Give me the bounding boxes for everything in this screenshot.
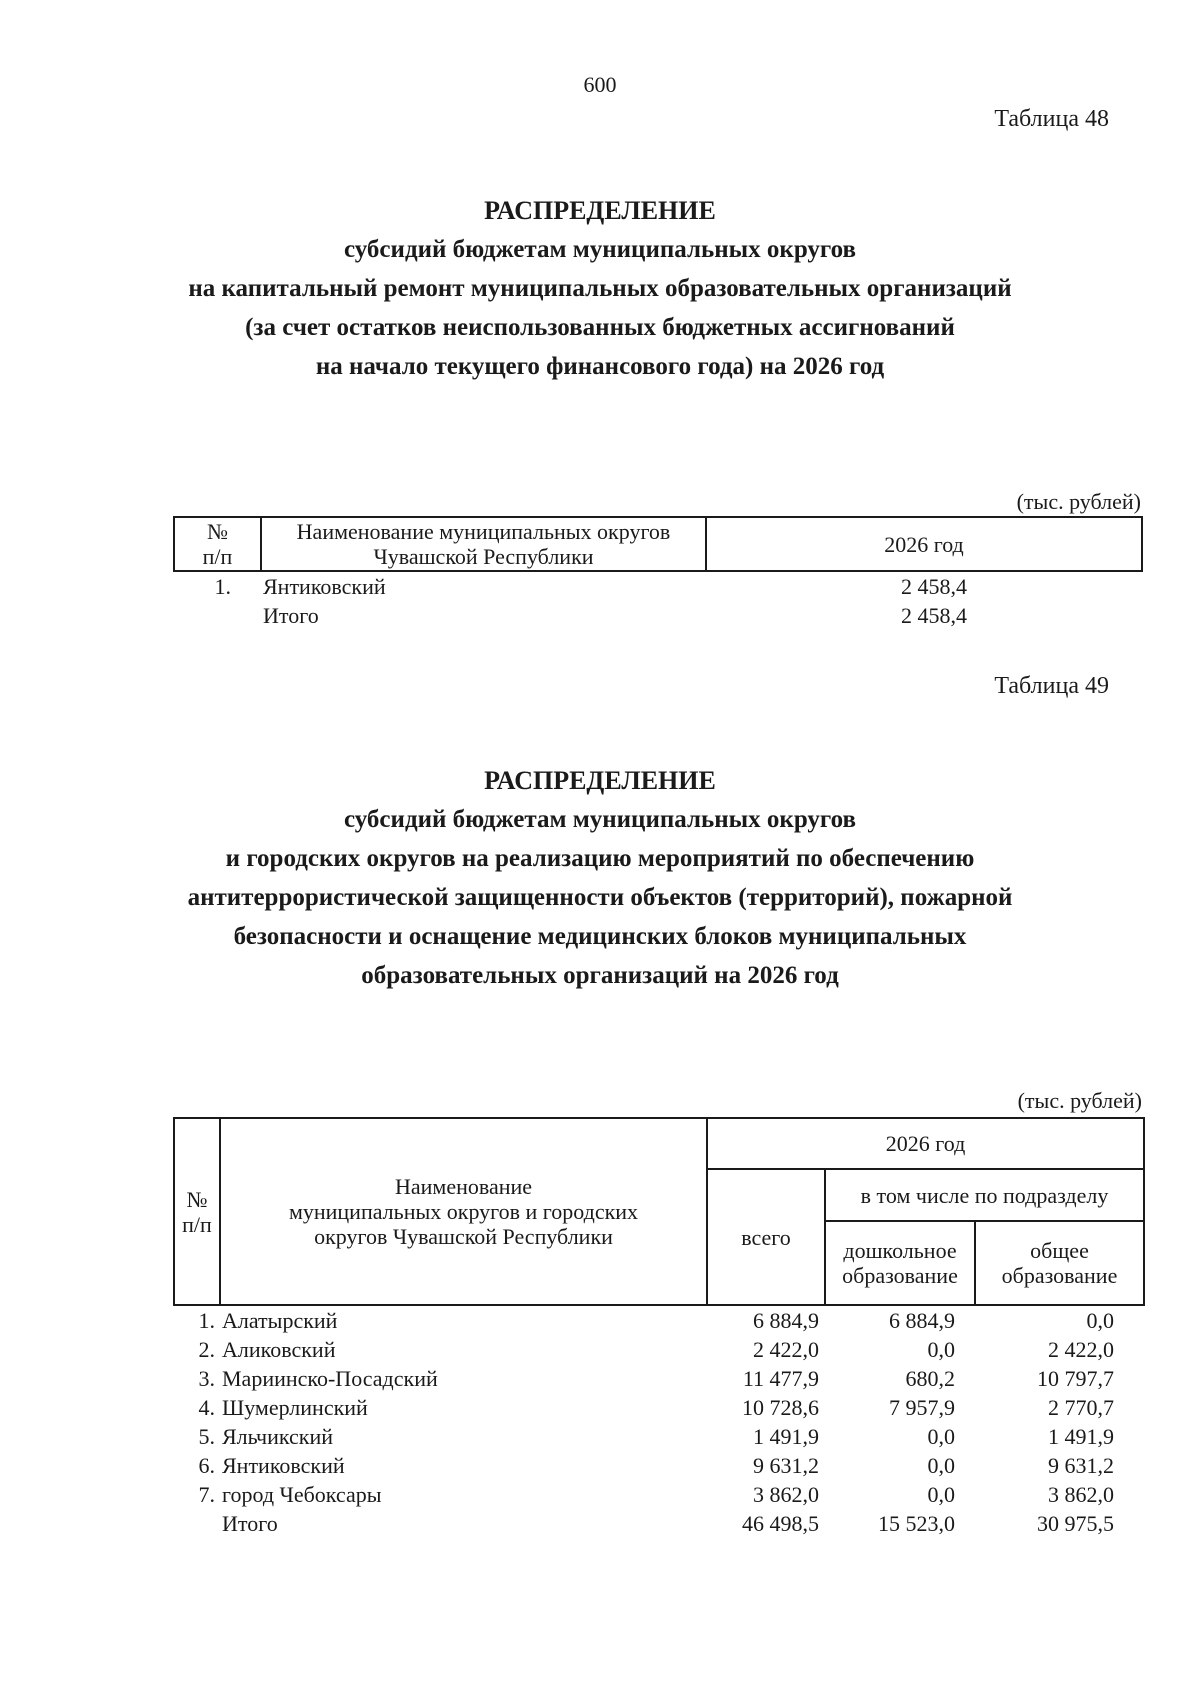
column-header-year: 2026 год xyxy=(706,517,1142,571)
row-name: Янтиковский xyxy=(222,1452,345,1478)
row-preschool: 6 884,9 xyxy=(889,1307,955,1333)
row-total: 11 477,9 xyxy=(742,1365,819,1391)
total-label: Итого xyxy=(263,602,319,628)
title-line: образовательных организаций на 2026 год xyxy=(361,962,839,989)
table-49 xyxy=(173,1117,1145,1538)
row-total: 10 728,6 xyxy=(742,1394,819,1420)
column-header-number: № п/п xyxy=(174,1118,220,1305)
row-name: Янтиковский xyxy=(263,573,386,599)
title-line: РАСПРЕДЕЛЕНИЕ xyxy=(484,766,716,795)
total-value: 2 458,4 xyxy=(901,602,967,628)
row-preschool: 0,0 xyxy=(927,1452,955,1478)
column-header-general: общее образование xyxy=(975,1221,1144,1305)
row-general: 9 631,2 xyxy=(1048,1452,1115,1478)
row-value: 2 458,4 xyxy=(901,573,967,599)
row-general: 10 797,7 xyxy=(1037,1365,1115,1391)
table-row xyxy=(174,1480,1144,1509)
total-all: 46 498,5 xyxy=(742,1510,819,1536)
table-header-row xyxy=(174,1118,1144,1169)
table-48-label: Таблица 48 xyxy=(994,106,1109,132)
table-row xyxy=(174,1364,1144,1393)
row-preschool: 0,0 xyxy=(927,1423,955,1449)
row-name: город Чебоксары xyxy=(222,1481,382,1507)
row-name: Аликовский xyxy=(222,1336,336,1362)
table-48-units: (тыс. рублей) xyxy=(1016,489,1141,514)
row-preschool: 0,0 xyxy=(927,1481,955,1507)
table-row xyxy=(174,1451,1144,1480)
row-general: 1 491,9 xyxy=(1048,1423,1115,1449)
row-number: 1. xyxy=(214,573,231,599)
page-number: 600 xyxy=(583,72,617,97)
table-row xyxy=(174,1305,1144,1335)
row-number: 2. xyxy=(198,1336,215,1362)
row-total: 9 631,2 xyxy=(753,1452,819,1478)
table-total-row xyxy=(174,601,1142,630)
row-number: 7. xyxy=(198,1481,215,1507)
title-line: на начало текущего финансового года) на 2026 год xyxy=(315,353,885,380)
row-total: 6 884,9 xyxy=(753,1307,819,1333)
column-header-name: Наименование муниципальных округов Чувашской Республики xyxy=(261,517,706,571)
row-total: 2 422,0 xyxy=(753,1336,819,1362)
row-general: 0,0 xyxy=(1086,1307,1115,1333)
row-general: 2 770,7 xyxy=(1048,1394,1115,1420)
title-line: РАСПРЕДЕЛЕНИЕ xyxy=(484,196,716,225)
table-row xyxy=(174,1393,1144,1422)
row-preschool: 0,0 xyxy=(927,1336,955,1362)
table-49-units: (тыс. рублей) xyxy=(1017,1088,1142,1113)
title-line: и городских округов на реализацию мероприятий по обеспечению xyxy=(225,845,975,872)
row-preschool: 7 957,9 xyxy=(889,1394,955,1420)
row-general: 2 422,0 xyxy=(1048,1336,1115,1362)
column-header-preschool: дошкольное образование xyxy=(825,1221,975,1305)
title-line: антитеррористической защищенности объектов (территорий), пожарной xyxy=(187,884,1013,911)
title-line: субсидий бюджетам муниципальных округов xyxy=(344,236,856,263)
column-header-name: Наименование муниципальных округов и городских округов Чувашской Республики xyxy=(220,1118,707,1305)
total-general: 30 975,5 xyxy=(1037,1510,1115,1536)
table-header-row xyxy=(174,517,1142,571)
table-49-title xyxy=(0,761,1200,995)
row-number: 1. xyxy=(198,1307,215,1333)
table-48 xyxy=(173,516,1143,630)
total-label: Итого xyxy=(222,1510,278,1536)
row-general: 3 862,0 xyxy=(1048,1481,1115,1507)
column-header-number: № п/п xyxy=(174,517,261,571)
title-line: на капитальный ремонт муниципальных образовательных организаций xyxy=(188,275,1012,302)
total-preschool: 15 523,0 xyxy=(878,1510,955,1536)
row-preschool: 680,2 xyxy=(905,1365,955,1391)
column-header-total: всего xyxy=(707,1169,825,1305)
table-row xyxy=(174,571,1142,601)
column-header-subsection: в том числе по подразделу xyxy=(825,1169,1144,1221)
title-line: (за счет остатков неиспользованных бюджетных ассигнований xyxy=(245,314,955,341)
column-header-year: 2026 год xyxy=(707,1118,1144,1169)
table-total-row xyxy=(174,1509,1144,1538)
row-name: Алатырский xyxy=(222,1307,338,1333)
row-number: 5. xyxy=(198,1423,215,1449)
title-line: безопасности и оснащение медицинских блоков муниципальных xyxy=(233,923,967,950)
table-row xyxy=(174,1335,1144,1364)
row-name: Яльчикский xyxy=(222,1423,333,1449)
table-48-title xyxy=(0,191,1200,386)
table-row xyxy=(174,1422,1144,1451)
title-line: субсидий бюджетам муниципальных округов xyxy=(344,806,856,833)
row-name: Мариинско-Посадский xyxy=(222,1365,438,1391)
row-number: 6. xyxy=(198,1452,215,1478)
row-number: 4. xyxy=(198,1394,215,1420)
row-number: 3. xyxy=(198,1365,215,1391)
row-total: 1 491,9 xyxy=(753,1423,819,1449)
row-name: Шумерлинский xyxy=(222,1394,368,1420)
row-total: 3 862,0 xyxy=(753,1481,819,1507)
table-49-label: Таблица 49 xyxy=(994,673,1109,699)
